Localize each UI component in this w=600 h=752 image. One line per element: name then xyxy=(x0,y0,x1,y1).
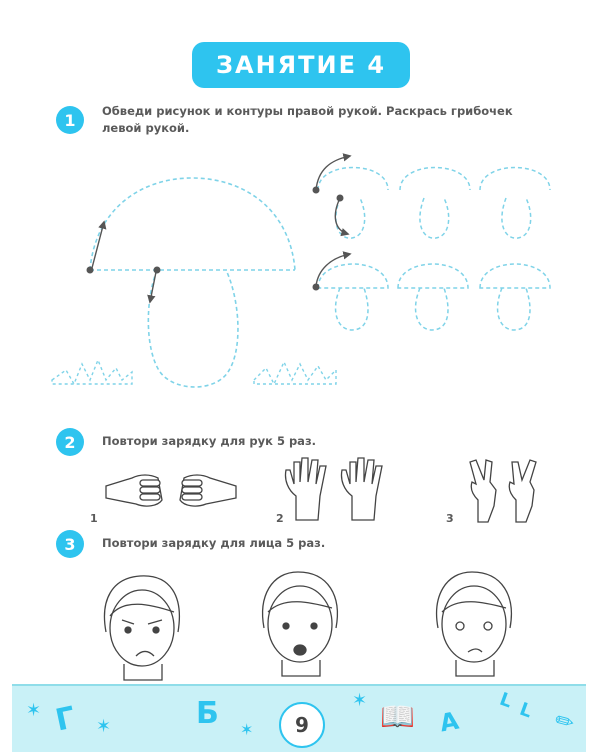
footer-letter-g: Г xyxy=(52,700,79,739)
footer-letter-a: А xyxy=(437,706,461,738)
footer-letter-l-1: L xyxy=(496,688,515,713)
open-hands-icon xyxy=(285,458,382,520)
star-icon: ✶ xyxy=(96,716,112,737)
pencil-icon: ✎ xyxy=(550,707,580,738)
task-3-number: 3 xyxy=(56,530,84,558)
task-2-number: 2 xyxy=(56,428,84,456)
footer-letter-b: Б xyxy=(196,696,219,731)
face-exercise-3 xyxy=(437,572,512,676)
face-exercise-1 xyxy=(104,576,179,680)
task-2-text: Повтори зарядку для рук 5 раз. xyxy=(102,434,316,448)
open-book-icon: 📖 xyxy=(380,700,415,733)
v-sign-hands-icon xyxy=(470,460,536,522)
task-3-text: Повтори зарядку для лица 5 раз. xyxy=(102,536,326,550)
exercise-step-2: 2 xyxy=(276,512,284,525)
lesson-title: ЗАНЯТИЕ 4 xyxy=(215,51,387,79)
star-icon: ✶ xyxy=(26,700,42,721)
mushroom-row-2 xyxy=(318,264,550,330)
footer-letter-l-2: L xyxy=(516,698,535,723)
face-exercise-2 xyxy=(263,572,338,676)
start-dot xyxy=(154,267,161,274)
exercise-step-3: 3 xyxy=(446,512,454,525)
exercise-step-1: 1 xyxy=(90,512,98,525)
grass-left xyxy=(52,360,132,384)
grass-right xyxy=(254,362,336,384)
stem-row-1 xyxy=(336,198,531,238)
cap-row-1 xyxy=(318,168,550,191)
start-dot xyxy=(87,267,94,274)
task-1-text: Обведи рисунок и контуры правой рукой. Раскрась грибочек левой рукой. xyxy=(102,104,513,135)
big-mushroom-guides xyxy=(92,222,156,302)
row-2-guides xyxy=(316,254,350,286)
star-icon: ✶ xyxy=(240,720,254,739)
big-mushroom-outline xyxy=(90,178,295,387)
task-1-number: 1 xyxy=(56,106,84,134)
page-number: 9 xyxy=(279,702,325,748)
star-icon: ✶ xyxy=(352,690,368,711)
fists-icon xyxy=(106,475,236,506)
